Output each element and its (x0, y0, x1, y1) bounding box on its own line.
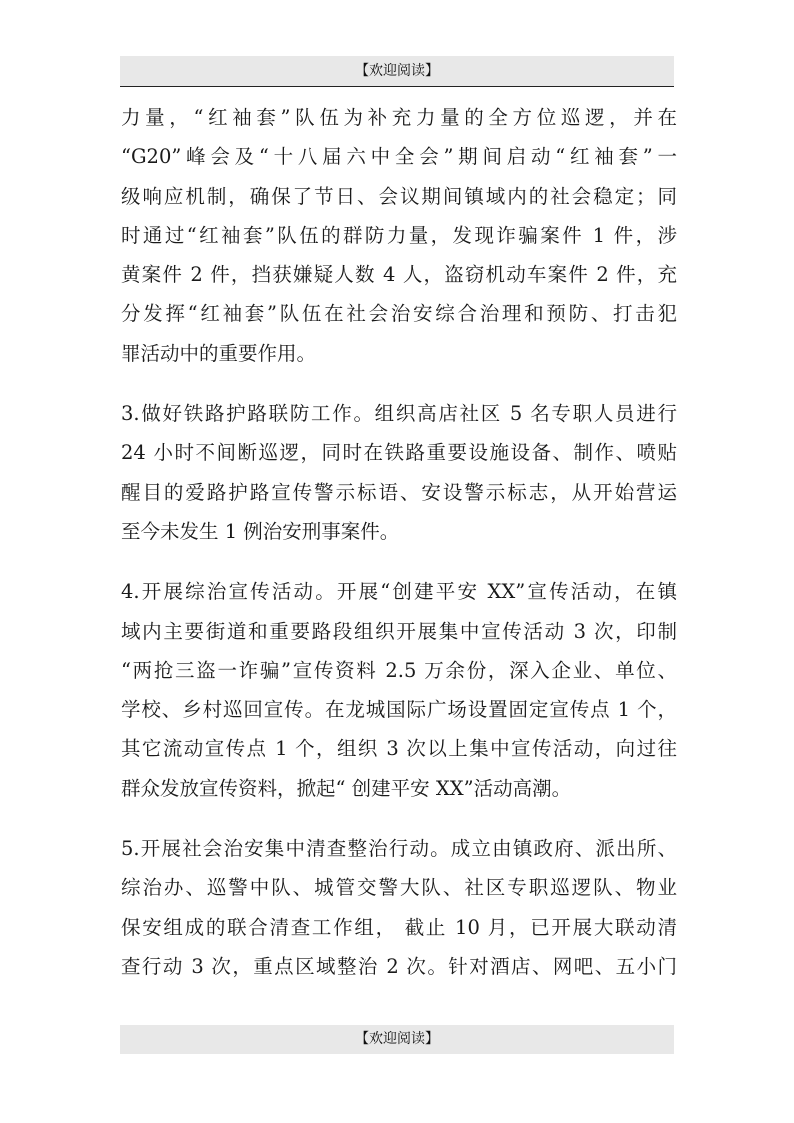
text-line: 力量，“红袖套”队伍为补充力量的全方位巡逻，并在 (121, 106, 677, 129)
text-line: 4.开展综治宣传活动。开展“创建平安 XX”宣传活动，在镇 (121, 580, 677, 604)
text-line: 保安组成的联合清查工作组， 截止 10 月，已开展大联动清 (121, 915, 677, 939)
text-line: 黄案件 2 件，挡获嫌疑人数 4 人，盗窃机动车案件 2 件，充 (121, 263, 677, 287)
text-line: “G20”峰会及“十八届六中全会”期间启动“红袖套”一 (121, 145, 677, 169)
paragraph-2 (121, 394, 677, 551)
text-line: 学校、乡村巡回宣传。在龙城国际广场设置固定宣传点 1 个， (121, 698, 677, 722)
paragraph-3 (121, 572, 677, 808)
text-line: 综治办、巡警中队、城管交警大队、社区专职巡逻队、物业 (121, 876, 677, 900)
text-line: 24 小时不间断巡逻，同时在铁路重要设施设备、制作、喷贴 (121, 441, 677, 465)
text-line: 域内主要街道和重要路段组织开展集中宣传活动 3 次，印制 (121, 619, 677, 643)
text-line: 分发挥“红袖套”队伍在社会治安综合治理和预防、打击犯 (121, 302, 677, 326)
text-line: 至今未发生 1 例治安刑事案件。 (121, 519, 400, 543)
text-line: 级响应机制，确保了节日、会议期间镇域内的社会稳定；同 (121, 184, 677, 208)
text-line: 其它流动宣传点 1 个，组织 3 次以上集中宣传活动，向过往 (121, 737, 677, 761)
text-line: 时通过“红袖套”队伍的群防力量，发现诈骗案件 1 件，涉 (121, 223, 677, 247)
text-line: 罪活动中的重要作用。 (121, 341, 317, 365)
paragraph-4 (121, 829, 677, 986)
footer-label: 【欢迎阅读】 (355, 1031, 439, 1047)
header-label: 【欢迎阅读】 (355, 63, 439, 79)
text-line: “两抢三盗一诈骗”宣传资料 2.5 万余份，深入企业、单位、 (121, 658, 677, 682)
text-line: 群众发放宣传资料，掀起“ 创建平安 XX”活动高潮。 (121, 776, 572, 800)
text-line: 3.做好铁路护路联防工作。组织高店社区 5 名专职人员进行 (121, 402, 677, 426)
text-line: 醒目的爱路护路宣传警示标语、安设警示标志，从开始营运 (121, 480, 677, 504)
page-footer (120, 1025, 674, 1054)
document-body (121, 98, 677, 986)
page-header (120, 56, 674, 87)
text-line: 5.开展社会治安集中清查整治行动。成立由镇政府、派出所、 (121, 837, 677, 861)
text-line: 查行动 3 次，重点区域整治 2 次。针对酒店、网吧、五小门 (121, 954, 677, 978)
paragraph-1 (121, 98, 677, 373)
